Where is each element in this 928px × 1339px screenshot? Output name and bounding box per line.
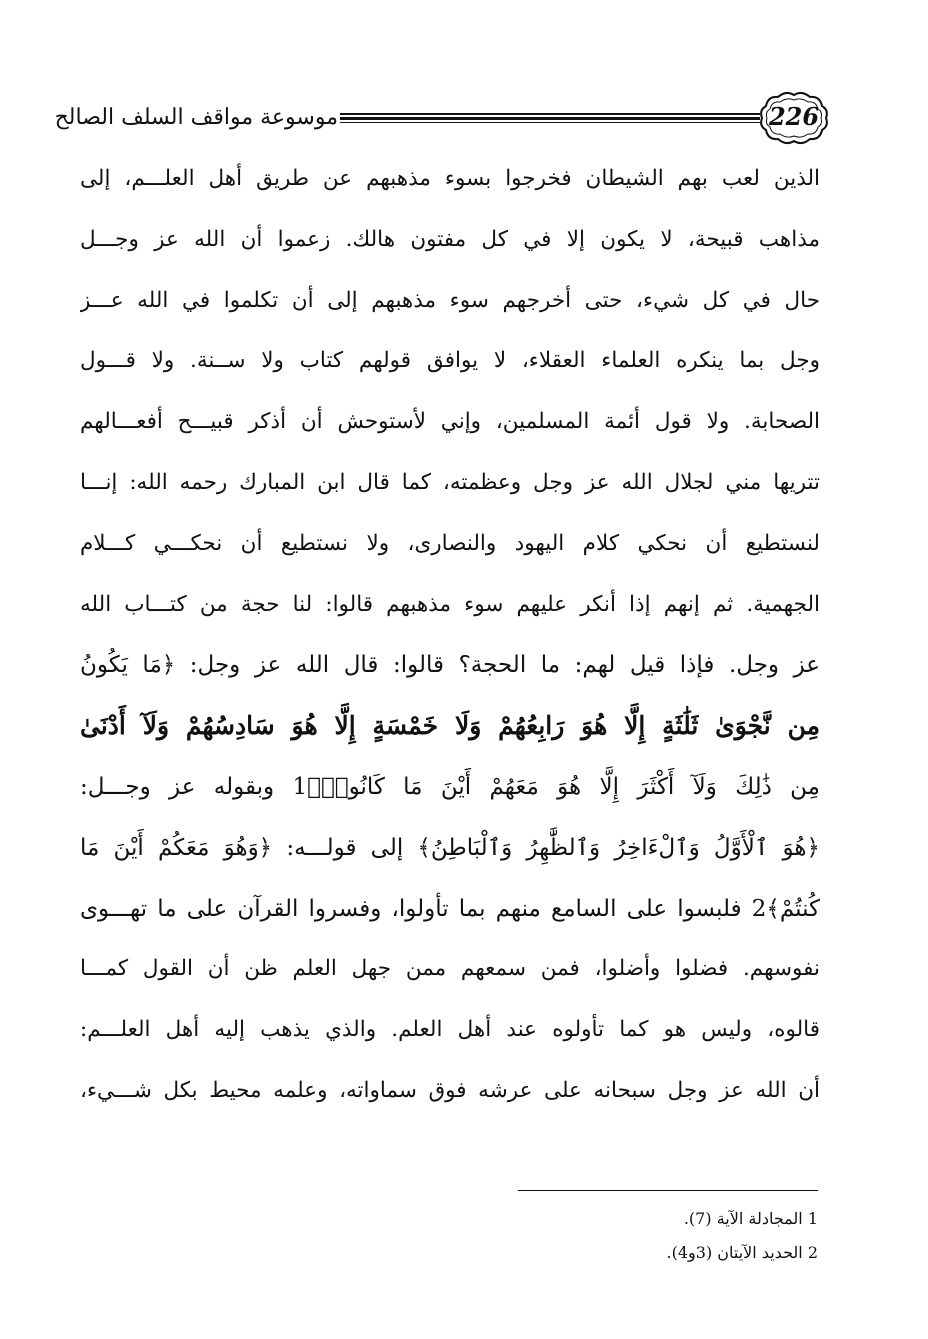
footnote-divider [518,1190,818,1191]
text-line: كُنتُمْ﴾2 فلبسوا على السامع منهم بما تأولوا، وفسروا القرآن على ما تهـــوى [80,895,820,922]
footnote-item: 2 الحديد الآيتان (3و4). [666,1243,818,1262]
text-line: الصحابة. ولا قول أئمة المسلمين، وإني لأستوحش أن أذكر قبيـــح أفعـــالهم [80,409,820,435]
quran-verse-line: مِن ذَٰلِكَ وَلَآ أَكْثَرَ إِلَّا هُوَ مَعَهُمْ أَيْنَ مَا كَانُوا۟﴾1 وبقوله عز وجـــل: [80,773,820,800]
quran-verse-line: ﴿هُوَ ٱلْأَوَّلُ وَٱلْءَاخِرُ وَٱلظَّٰهِرُ وَٱلْبَاطِنُ﴾ إلى قولـــه: ﴿وَهُوَ مَعَكُمْ أَيْنَ مَا [80,834,820,861]
text-line: تتريها مني لجلال الله عز وجل وعظمته، كما قال ابن المبارك رحمه الله: إنـــا [80,469,820,495]
header-rule [340,113,760,123]
text-line: عز وجل. فإذا قيل لهم: ما الحجة؟ قالوا: قال الله عز وجل: ﴿مَا يَكُونُ [80,652,820,679]
text-line: الجهمية. ثم إنهم إذا أنكر عليهم سوء مذهبهم قالوا: لنا حجة من كتـــاب الله [80,591,820,617]
main-text [80,149,820,1122]
text-line: نفوسهم. فضلوا وأضلوا، فمن سمعهم ممن جهل العلم ظن أن القول كمـــا [80,956,820,982]
footnote-item: 1 المجادلة الآية (7). [683,1209,818,1228]
text-line: الذين لعب بهم الشيطان فخرجوا بسوء مذهبهم عن طريق أهل العلـــم، إلى [80,166,820,191]
series-title: موسوعة مواقف السلف الصالح [54,105,338,130]
text-line: أن الله عز وجل سبحانه على عرشه فوق سماواته، وعلمه محيط بكل شـــيء، [80,1077,820,1103]
page-header [54,88,832,148]
text-line: وجل بما ينكره العلماء العقلاء، لا يوافق قولهم كتاب ولا ســنة. ولا قـــول [80,348,820,374]
text-line: مذاهب قبيحة، لا يكون إلا في كل مفتون هالك. زعموا أن الله عز وجـــل [80,226,820,252]
text-line: لنستطيع أن نحكي كلام اليهود والنصارى، ولا نستطيع أن نحكـــي كـــلام [80,530,820,556]
page-number: 226 [768,102,820,131]
text-line: قالوه، وليس هو كما تأولوه عند أهل العلم. والذي يذهب إليه أهل العلـــم: [80,1017,820,1043]
page-number-badge [756,88,832,148]
footnotes [400,1202,818,1270]
text-line: حال في كل شيء، حتى أخرجهم سوء مذهبهم إلى أن تكلموا في الله عـــز [80,287,820,313]
quran-verse-line: مِن نَّجْوَىٰ ثَلَٰثَةٍ إِلَّا هُوَ رَابِعُهُمْ وَلَا خَمْسَةٍ إِلَّا هُوَ سَادِسُهُمْ وَلَآ أَدْنَىٰ [80,711,820,741]
